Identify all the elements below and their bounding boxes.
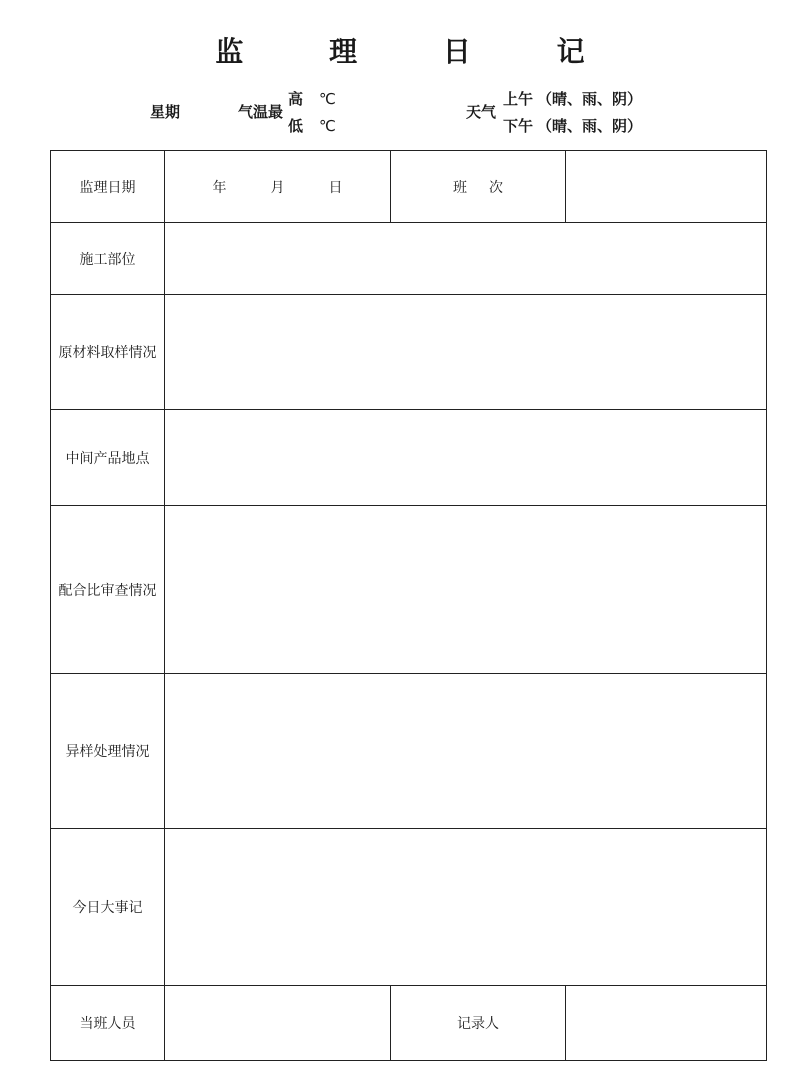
date-field[interactable] [165, 151, 391, 223]
month-label: 月 [270, 179, 285, 196]
weather-morning [503, 88, 642, 109]
staff-on-duty-field[interactable] [165, 986, 391, 1061]
table-row [51, 829, 767, 986]
day-label: 日 [328, 179, 343, 196]
table-row [51, 506, 767, 674]
temperature-label: 气温最 [238, 103, 284, 121]
mix-ratio-review-label: 配合比审查情况 [51, 506, 165, 674]
date-row [51, 151, 767, 223]
shift-field[interactable] [566, 151, 767, 223]
weather-morning-label: 上午 [503, 90, 534, 108]
table-row [51, 674, 767, 829]
temperature-high-label: 高 [288, 90, 304, 108]
page-title: 监 理 日 记 [215, 35, 623, 68]
anomaly-handling-label: 异样处理情况 [51, 674, 165, 829]
temperature-high-unit: ℃ [319, 90, 336, 108]
temperature-low-label: 低 [288, 117, 304, 135]
temperature-high [288, 88, 336, 109]
raw-material-sampling-field[interactable] [165, 295, 767, 410]
staff-row [51, 986, 767, 1061]
table-row [51, 295, 767, 410]
anomaly-handling-field[interactable] [165, 674, 767, 829]
construction-location-label: 施工部位 [51, 223, 165, 295]
weekday-label: 星期 [150, 103, 181, 121]
raw-material-sampling-label: 原材料取样情况 [51, 295, 165, 410]
daily-events-field[interactable] [165, 829, 767, 986]
weather-afternoon-label: 下午 [503, 117, 534, 135]
supervision-log-table [50, 150, 767, 1061]
intermediate-product-location-label: 中间产品地点 [51, 410, 165, 506]
weather-label: 天气 [466, 103, 497, 121]
year-label: 年 [212, 179, 227, 196]
table-row [51, 410, 767, 506]
temperature-low-unit: ℃ [319, 117, 336, 135]
shift-cell [391, 151, 566, 223]
table-row [51, 223, 767, 295]
mix-ratio-review-field[interactable] [165, 506, 767, 674]
construction-location-field[interactable] [165, 223, 767, 295]
temperature-low [288, 115, 336, 136]
daily-events-label: 今日大事记 [51, 829, 165, 986]
weather-afternoon-options: （晴、雨、阴） [537, 117, 643, 135]
shift-label: 班次 [453, 179, 525, 196]
weather-morning-options: （晴、雨、阴） [537, 90, 643, 108]
staff-on-duty-label: 当班人员 [51, 986, 165, 1061]
date-label: 监理日期 [51, 151, 165, 223]
recorder-field[interactable] [566, 986, 767, 1061]
intermediate-product-location-field[interactable] [165, 410, 767, 506]
recorder-label: 记录人 [391, 986, 566, 1061]
weather-afternoon [503, 115, 642, 136]
